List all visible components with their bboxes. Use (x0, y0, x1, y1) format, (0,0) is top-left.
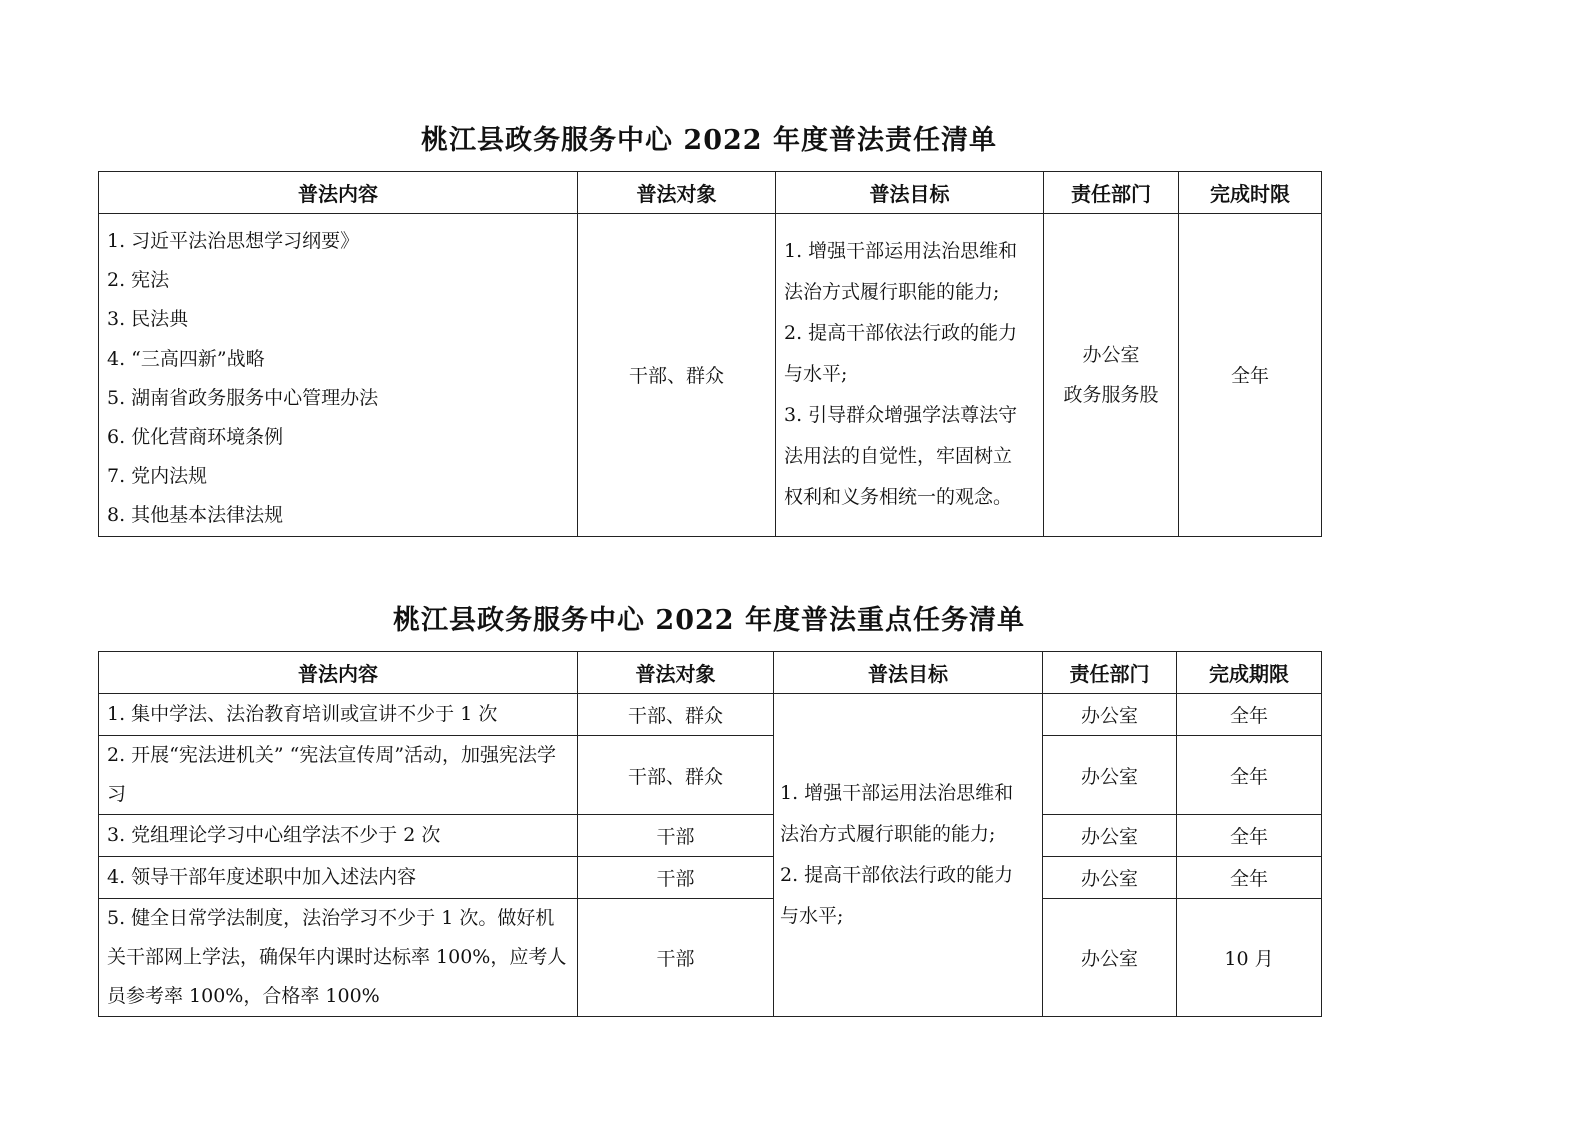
table-row (99, 694, 1322, 736)
list-item: 7. 党内法规 (107, 465, 208, 488)
list-item: 1. 习近平法治思想学习纲要》 (107, 230, 360, 252)
content-cell: 2. 开展“宪法进机关” “宪法宣传周”活动，加强宪法学习 (99, 736, 578, 815)
table-row (99, 736, 1322, 815)
list-item: 2. 宪法 (107, 269, 170, 292)
table2-header-row (99, 652, 1322, 694)
target-cell: 干部 (578, 899, 774, 1017)
goal-cell (776, 214, 1044, 537)
header-goal: 普法目标 (774, 652, 1043, 694)
header-deadline: 完成期限 (1177, 652, 1322, 694)
goal-line: 3. 引导群众增强学法尊法守 (784, 404, 1018, 427)
target-cell: 干部、群众 (578, 214, 776, 537)
goal-line: 2. 提高干部依法行政的能力 (780, 864, 1014, 886)
table2-title: 桃江县政务服务中心 2022 年度普法重点任务清单 (393, 605, 1025, 636)
table1-title: 桃江县政务服务中心 2022 年度普法责任清单 (421, 125, 997, 156)
responsibility-list-table (98, 171, 1322, 537)
content-cell: 1. 集中学法、法治教育培训或宣讲不少于 1 次 (99, 694, 578, 736)
deadline-cell: 全年 (1177, 694, 1322, 736)
content-cell (99, 214, 578, 537)
department-name: 办公室 (1082, 343, 1140, 366)
content-cell: 5. 健全日常学法制度，法治学习不少于 1 次。做好机关干部网上学法，确保年内课时达标率 100%，应考人员参考率 100%，合格率 100% (99, 899, 578, 1017)
header-target: 普法对象 (578, 652, 774, 694)
department-cell: 办公室 (1043, 899, 1177, 1017)
goal-line: 权利和义务相统一的观念。 (784, 486, 1013, 509)
deadline-cell: 全年 (1177, 815, 1322, 857)
header-content: 普法内容 (99, 172, 578, 214)
header-deadline: 完成时限 (1179, 172, 1322, 214)
department-name: 政务服务股 (1063, 383, 1159, 406)
department-cell: 办公室 (1043, 815, 1177, 857)
target-cell: 干部、群众 (578, 694, 774, 736)
deadline-cell: 全年 (1177, 736, 1322, 815)
table-row (99, 214, 1322, 537)
table-row (99, 857, 1322, 899)
header-department: 责任部门 (1043, 652, 1177, 694)
header-content: 普法内容 (99, 652, 578, 694)
target-cell: 干部、群众 (578, 736, 774, 815)
table-row (99, 899, 1322, 1017)
goal-line: 1. 增强干部运用法治思维和 (784, 240, 1018, 263)
goal-line: 2. 提高干部依法行政的能力 (784, 322, 1018, 345)
goal-line: 与水平; (780, 905, 844, 927)
deadline-cell: 10 月 (1177, 899, 1322, 1017)
department-cell: 办公室 (1043, 857, 1177, 899)
goal-line: 法治方式履行职能的能力; (784, 281, 1000, 304)
header-target: 普法对象 (578, 172, 776, 214)
list-item: 3. 民法典 (107, 308, 189, 331)
deadline-cell: 全年 (1179, 214, 1322, 537)
goal-line: 与水平; (784, 363, 848, 386)
department-cell: 办公室 (1043, 736, 1177, 815)
header-department: 责任部门 (1044, 172, 1179, 214)
goal-line: 法用法的自觉性，牢固树立 (784, 445, 1013, 468)
list-item: 6. 优化营商环境条例 (107, 426, 284, 449)
list-item: 5. 湖南省政务服务中心管理办法 (107, 386, 379, 409)
content-cell: 4. 领导干部年度述职中加入述法内容 (99, 857, 578, 899)
content-cell: 3. 党组理论学习中心组学法不少于 2 次 (99, 815, 578, 857)
department-cell: 办公室 (1043, 694, 1177, 736)
goal-cell (774, 694, 1043, 1017)
goal-line: 法治方式履行职能的能力; (780, 823, 996, 845)
header-goal: 普法目标 (776, 172, 1044, 214)
goal-line: 1. 增强干部运用法治思维和 (780, 782, 1014, 804)
department-cell (1044, 214, 1179, 537)
deadline-cell: 全年 (1177, 857, 1322, 899)
key-tasks-table (98, 651, 1322, 1017)
target-cell: 干部 (578, 857, 774, 899)
target-cell: 干部 (578, 815, 774, 857)
list-item: 4. “三高四新”战略 (107, 347, 265, 370)
list-item: 8. 其他基本法律法规 (107, 504, 284, 527)
table1-header-row (99, 172, 1322, 214)
table-row (99, 815, 1322, 857)
